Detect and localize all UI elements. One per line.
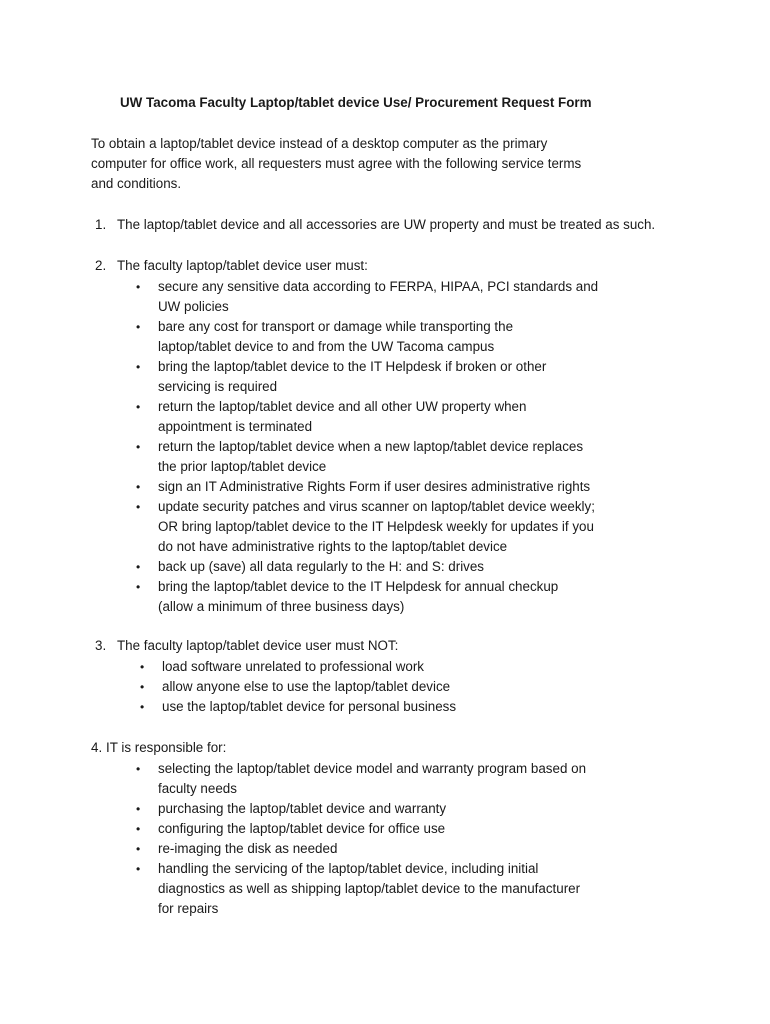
list-item-line: OR bring laptop/tablet device to the IT Helpdesk weekly for updates if you [158,519,594,534]
section-heading: The laptop/tablet device and all accessories are UW property and must be treated as such. [117,217,656,232]
bullet-icon: • [136,560,141,574]
list-item-line: update security patches and virus scanner on laptop/tablet device weekly; [158,499,595,514]
intro-line: To obtain a laptop/tablet device instead of a desktop computer as the primary [91,136,548,151]
list-item [136,839,586,859]
list-item-line: return the laptop/tablet device when a new laptop/tablet device replaces [158,439,584,454]
bullet-icon: • [136,500,141,514]
list-item-line: load software unrelated to professional work [162,659,425,674]
list-item-line: re-imaging the disk as needed [158,841,338,856]
intro-line: and conditions. [91,176,182,191]
list-item-line: faculty needs [158,781,237,796]
list-item [136,557,598,577]
form-title: UW Tacoma Faculty Laptop/tablet device Use/ Procurement Request Form [120,95,592,110]
list-item-line: laptop/tablet device to and from the UW Tacoma campus [158,339,495,354]
list-item [136,859,586,919]
bullet-icon: • [136,280,141,294]
bullet-icon: • [136,802,141,816]
bullet-icon: • [136,400,141,414]
bullet-icon: • [136,360,141,374]
list-item-line: for repairs [158,901,219,916]
list-item-line: sign an IT Administrative Rights Form if user desires administrative rights [158,479,591,494]
list-item [140,697,457,717]
list-item-line: return the laptop/tablet device and all other UW property when [158,399,527,414]
list-item-line: diagnostics as well as shipping laptop/tablet device to the manufacturer [158,881,581,896]
section-heading: The faculty laptop/tablet device user must: [117,258,368,273]
list-item-line: servicing is required [158,379,278,394]
list-item [140,657,456,677]
list-item [136,759,587,799]
bullet-icon: • [136,440,141,454]
list-item-line: configuring the laptop/tablet device for office use [158,821,446,836]
bullet-icon: • [140,680,145,694]
list-item-line: back up (save) all data regularly to the H: and S: drives [158,559,485,574]
bullet-icon: • [136,822,141,836]
list-item-line: purchasing the laptop/tablet device and warranty [158,801,447,816]
section-number: 2. [95,258,107,273]
section-number: 1. [95,217,107,232]
section-heading: The faculty laptop/tablet device user must NOT: [117,638,399,653]
list-item-line: UW policies [158,299,229,314]
list-item [140,677,456,697]
bullet-icon: • [136,862,141,876]
intro-paragraph [91,134,631,194]
list-item-line: allow anyone else to use the laptop/tablet device [162,679,451,694]
list-item-line: bring the laptop/tablet device to the IT Helpdesk for annual checkup [158,579,559,594]
bullet-icon: • [136,480,141,494]
list-item-line: (allow a minimum of three business days) [158,599,405,614]
list-item-line: appointment is terminated [158,419,313,434]
list-item-line: the prior laptop/tablet device [158,459,327,474]
list-item-line: do not have administrative rights to the laptop/tablet device [158,539,508,554]
list-item-line: secure any sensitive data according to FERPA, HIPAA, PCI standards and [158,279,599,294]
list-item [136,277,599,317]
list-item [136,437,598,477]
bullet-icon: • [140,660,145,674]
section-2-list [136,277,599,617]
list-item-line: bring the laptop/tablet device to the IT Helpdesk if broken or other [158,359,547,374]
bullet-icon: • [136,842,141,856]
list-item [136,799,586,819]
list-item-line: bare any cost for transport or damage while transporting the [158,319,514,334]
list-item-line: handling the servicing of the laptop/tablet device, including initial [158,861,539,876]
section-3-list [140,657,457,717]
section-number: 4. [91,740,103,755]
bullet-icon: • [136,580,141,594]
list-item-line: selecting the laptop/tablet device model and warranty program based on [158,761,587,776]
list-item [136,317,598,357]
bullet-icon: • [140,700,145,714]
list-item [136,477,598,497]
list-item [136,357,598,397]
bullet-icon: • [136,320,141,334]
section-heading: IT is responsible for: [106,740,227,755]
list-item [136,497,598,557]
intro-line: computer for office work, all requesters must agree with the following service terms [91,156,582,171]
list-item [136,577,598,617]
list-item [136,397,598,437]
list-item-line: use the laptop/tablet device for personal business [162,699,457,714]
section-number: 3. [95,638,107,653]
section-4-list [136,759,587,919]
bullet-icon: • [136,762,141,776]
list-item [136,819,586,839]
